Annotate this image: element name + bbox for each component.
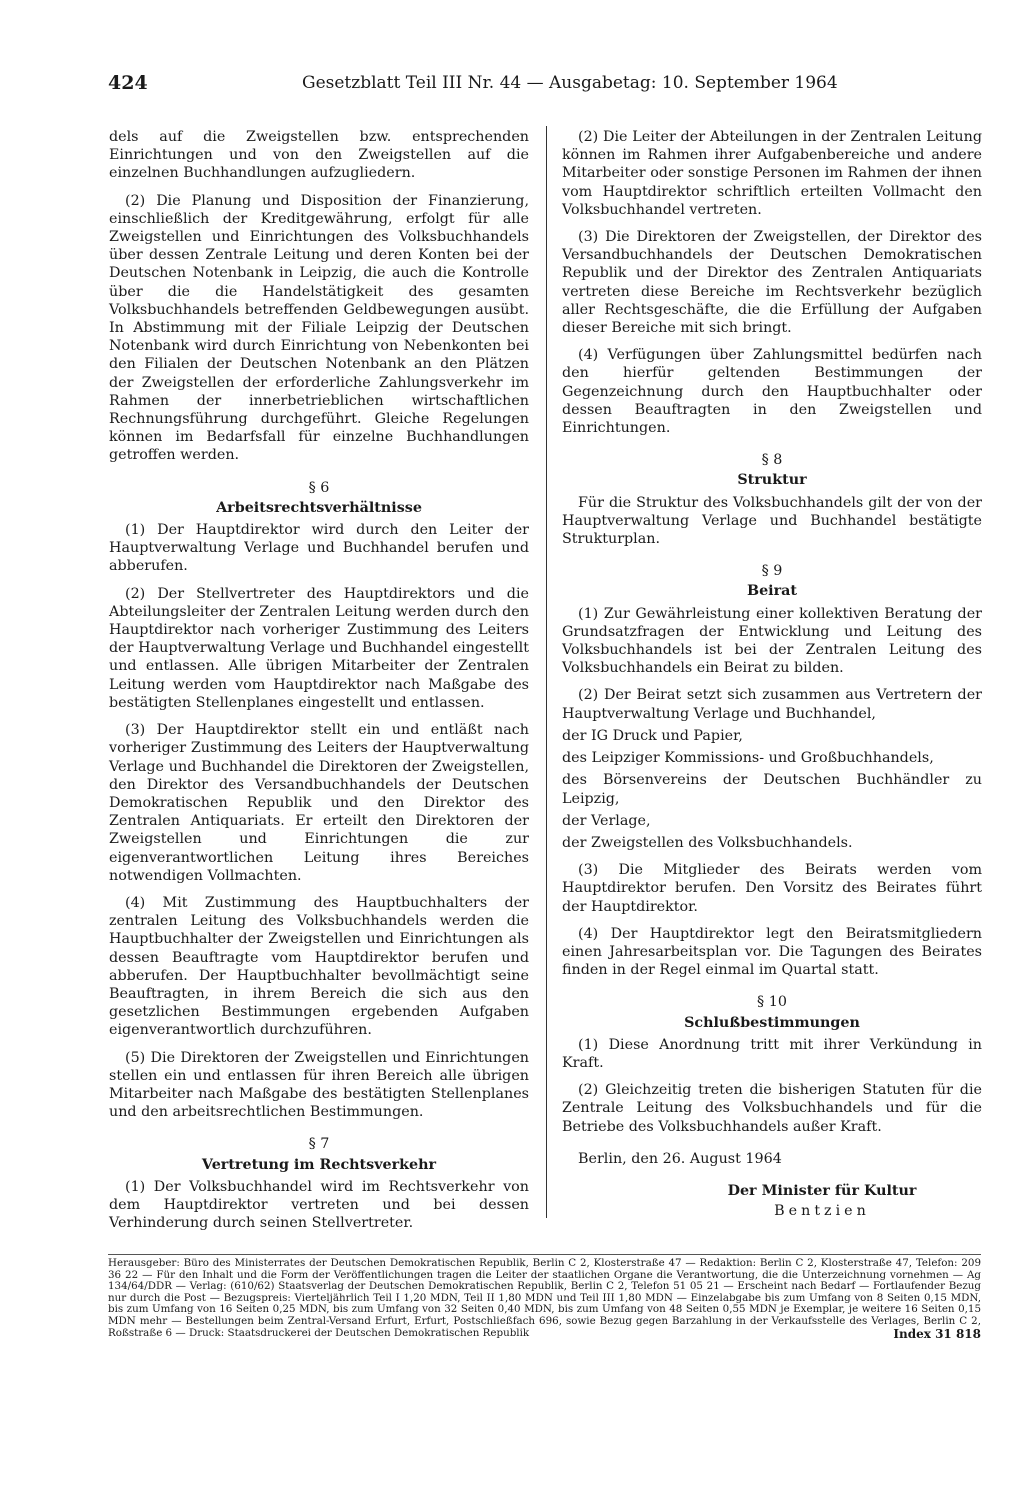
- paragraph: (4) Verfügungen über Zahlungsmittel bedürfen nach den hierfür geltenden Bestimmungen der Gegenzeichnung durch den Hauptbuchhalter oder dessen Beauftragten in den Zweigstellen und Einrichtungen.: [562, 347, 982, 437]
- section-number: § 9: [761, 563, 783, 580]
- right-column: [562, 128, 982, 1220]
- section-title: Schlußbestimmungen: [684, 1014, 860, 1031]
- paragraph: (1) Der Hauptdirektor wird durch den Leiter der Hauptverwaltung Verlage und Buchhandel berufen und abberufen.: [109, 522, 529, 575]
- paragraph: (2) Der Beirat setzt sich zusammen aus Vertretern der Hauptverwaltung Verlage und Buchhandel,: [562, 687, 982, 722]
- imprint-footer: [108, 1254, 981, 1339]
- paragraph: (3) Die Direktoren der Zweigstellen, der Direktor des Versandbuchhandels der Deutschen Demokratischen Republik und der Direktor des Zentralen Antiquariats vertreten diese Bereiche im Rechtsverkehr bezüglich aller Rechtsgeschäfte, die die Erfüllung der Aufgaben dieser Bereiche mit sich bringt.: [562, 229, 982, 337]
- paragraph: (4) Der Hauptdirektor legt den Beiratsmitgliedern einen Jahresarbeitsplan vor. Die Tagungen des Beirates finden in der Regel einmal im Quartal statt.: [562, 925, 982, 979]
- index-number: Index 31 818: [893, 1326, 981, 1341]
- paragraph: (2) Die Leiter der Abteilungen in der Zentralen Leitung können im Rahmen ihrer Aufgabenbereiche und andere Mitarbeiter oder sonstige Personen im Rahmen der ihnen vom Hauptdirektor schriftlich erteilten Vollmacht den Volksbuchhandel vertreten.: [562, 129, 982, 218]
- paragraph: (2) Die Planung und Disposition der Finanzierung, einschließlich der Kreditgewährung, erfolgt für alle Zweigstellen und Einrichtungen des Volksbuchhandels über dessen Zentrale Leitung und deren Konten bei der Deutschen Notenbank in Leipzig, die auch die Kontrolle über die die Handelstätigkeit des gesamten Volksbuchhandels betreffenden Geldbewegungen ausübt. In Abstimmung mit der Filiale Leipzig der Deutschen Notenbank wird durch Einrichtung von Nebenkonten bei den Filialen der Deutschen Notenbank an den Plätzen der Zweigstellen der erforderliche Zahlungsverkehr im Rahmen der innerbetrieblichen wirtschaftlichen Rechnungsführung durchgeführt. Gleiche Regelungen können im Bedarfsfall für einzelne Buchhandlungen getroffen werden.: [109, 192, 529, 464]
- paragraph: (2) Gleichzeitig treten die bisherigen Statuten für die Zentrale Leitung des Volksbuchhandels und für die Betriebe des Volksbuchhandels außer Kraft.: [562, 1082, 982, 1135]
- paragraph: Für die Struktur des Volksbuchhandels gilt der von der Hauptverwaltung Verlage und Buchhandel bestätigte Strukturplan.: [562, 494, 982, 548]
- section-number: § 7: [308, 1136, 330, 1153]
- header-title: Gesetzblatt Teil III Nr. 44 — Ausgabetag: 10. September 1964: [302, 73, 838, 93]
- section-number: § 8: [761, 452, 783, 469]
- signer-title: Der Minister für Kultur: [727, 1182, 917, 1199]
- page-header: [108, 72, 988, 102]
- signer-name: Bentzien: [774, 1203, 870, 1220]
- list-item: der IG Druck und Papier,: [562, 727, 743, 744]
- column-divider: [546, 126, 547, 1218]
- paragraph: (5) Die Direktoren der Zweigstellen und Einrichtungen stellen ein und entlassen für ihren Bereich alle übrigen Mitarbeiter nach Maßgabe des bestätigten Stellenplanes und den arbeitsrechtlichen Bestimmungen.: [109, 1049, 529, 1121]
- list-item: des Börsenvereins der Deutschen Buchhändler zu Leipzig,: [562, 772, 982, 807]
- page-number: 424: [108, 72, 148, 94]
- list-item: der Zweigstellen des Volksbuchhandels.: [562, 834, 853, 851]
- section-title: Vertretung im Rechtsverkehr: [201, 1156, 437, 1173]
- paragraph: (3) Die Mitglieder des Beirats werden vom Hauptdirektor berufen. Den Vorsitz des Beirates führt der Hauptdirektor.: [562, 862, 982, 915]
- imprint-text: Herausgeber: Büro des Ministerrates der Deutschen Demokratischen Republik, Berlin C 2, Klosterstraße 47 — Redaktion: Berlin C 2, Klosterstraße 47, Telefon: 209 36 22 — Für den Inhalt und die Form der Veröffentlichungen tragen die Leiter der staatlichen Organe die Verantwortung, die die Unterzeichnung vornehmen — Ag 134/64/DDR — Verlag: (610/62) Staatsverlag der Deutschen Demokratischen Republik, Berlin C 2, Telefon 51 05 21 — Erscheint nach Bedarf — Fortlaufender Bezug nur durch die Post — Bezugspreis: Vierteljährlich Teil I 1,20 MDN, Teil II 1,80 MDN und Teil III 1,80 MDN — Einzelabgabe bis zum Umfang von 8 Seiten 0,15 MDN, bis zum Umfang von 16 Seiten 0,25 MDN, bis zum Umfang von 32 Seiten 0,40 MDN, bis zum Umfang von 48 Seiten 0,55 MDN je Exemplar, je weitere 16 Seiten 0,15 MDN mehr — Bestellungen beim Zentral-Versand Erfurt, Erfurt, Postschließfach 696, sowie Bezug gegen Barzahlung in der Verkaufsstelle des Verlages, Berlin C 2, Roßstraße 6 — Druck: Staatsdruckerei der Deutschen Demokratischen Republik: [108, 1257, 981, 1339]
- paragraph: (1) Diese Anordnung tritt mit ihrer Verkündung in Kraft.: [562, 1036, 982, 1071]
- section-title: Beirat: [746, 583, 797, 600]
- paragraph: (1) Zur Gewährleistung einer kollektiven Beratung der Grundsatzfragen der Entwicklung und Leitung des Volksbuchhandels ist bei der Zentralen Leitung des Volksbuchhandels ein Beirat zu bilden.: [562, 605, 982, 677]
- section-title: Arbeitsrechtsverhältnisse: [216, 499, 422, 516]
- paragraph: (1) Der Volksbuchhandel wird im Rechtsverkehr von dem Hauptdirektor vertreten und bei dessen Verhinderung durch seinen Stellvertreter.: [109, 1178, 529, 1232]
- list-item: der Verlage,: [562, 812, 651, 829]
- place-date: Berlin, den 26. August 1964: [578, 1150, 782, 1167]
- paragraph: (4) Mit Zustimmung des Hauptbuchhalters der zentralen Leitung des Volksbuchhandels werden die Hauptbuchhalter der Zweigstellen und Einrichtungen als dessen Beauftragte vom Hauptdirektor berufen und abberufen. Der Hauptbuchhalter bevollmächtigt seine Beauftragten, in ihrem Bereich die sich aus den gesetzlichen Bestimmungen ergebenden Aufgaben eigenverantwortlich durchzuführen.: [109, 894, 529, 1039]
- section-number: § 10: [757, 994, 787, 1011]
- paragraph: dels auf die Zweigstellen bzw. entsprechenden Einrichtungen und von den Zweigstellen auf die einzelnen Buchhandlungen aufzugliedern.: [109, 129, 529, 182]
- list-item: des Leipziger Kommissions- und Großbuchhandels,: [562, 750, 934, 767]
- left-column: [109, 128, 529, 1241]
- section-number: § 6: [308, 479, 330, 496]
- section-title: Struktur: [737, 472, 807, 489]
- paragraph: (3) Der Hauptdirektor stellt ein und entläßt nach vorheriger Zustimmung des Leiters der Hauptverwaltung Verlage und Buchhandel die Direktoren der Zweigstellen, den Direktor des Versandbuchhandels der Deutschen Demokratischen Republik und den Direktor des Zentralen Antiquariats. Er erteilt den Direktoren der Zweigstellen und Einrichtungen die zur eigenverantwortlichen Leitung ihres Bereiches notwendigen Vollmachten.: [109, 722, 529, 884]
- paragraph: (2) Der Stellvertreter des Hauptdirektors und die Abteilungsleiter der Zentralen Leitung werden durch den Hauptdirektor nach vorheriger Zustimmung des Leiters der Hauptverwaltung Verlage und Buchhandel eingestellt und entlassen. Alle übrigen Mitarbeiter der Zentralen Leitung werden vom Hauptdirektor nach Maßgabe des bestätigten Stellenplanes eingestellt und entlassen.: [109, 585, 529, 711]
